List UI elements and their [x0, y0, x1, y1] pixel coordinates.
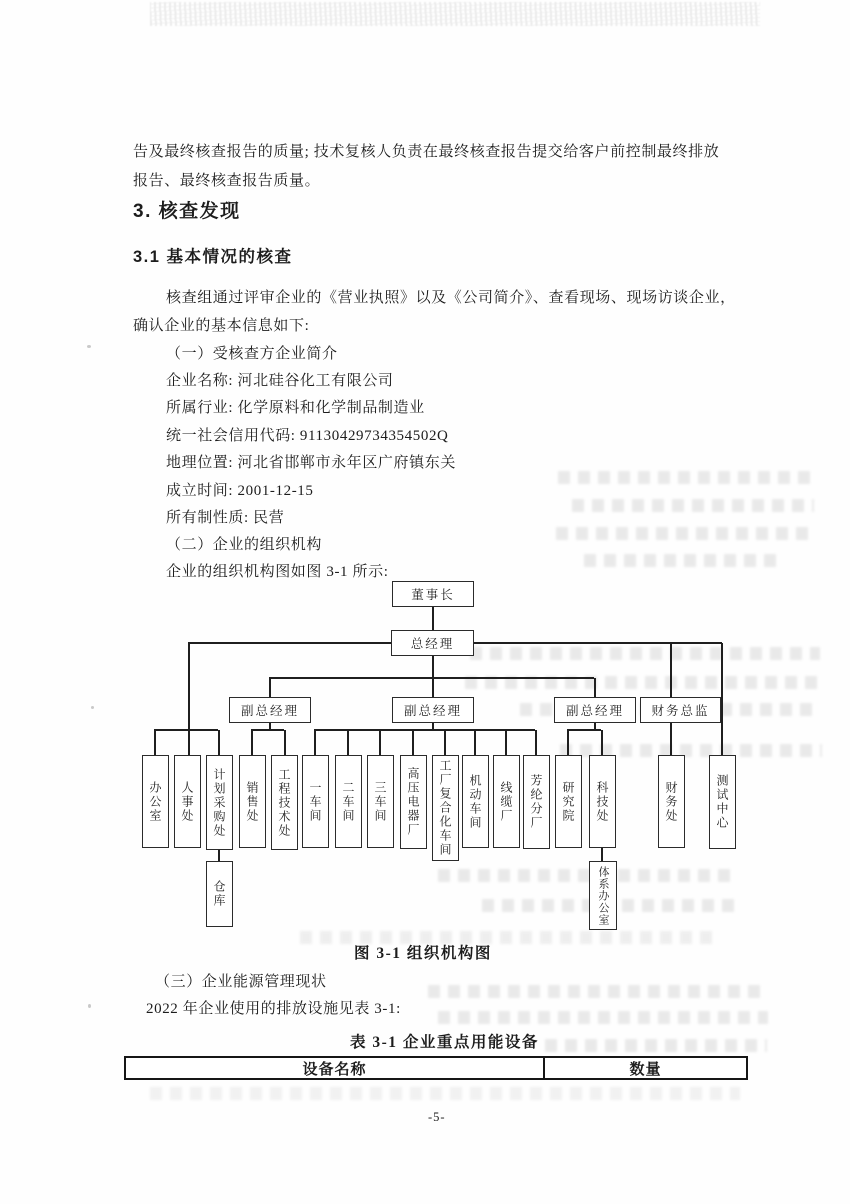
info-line-org-chart-reference: 企业的组织机构图如图 3-1 所示: — [166, 564, 389, 580]
connector-line — [594, 678, 596, 697]
scan-noise-band — [150, 2, 760, 26]
page-number: -5- — [428, 1110, 446, 1124]
connector-line — [721, 643, 723, 755]
connector-line — [251, 729, 284, 731]
connector-line — [218, 850, 220, 861]
info-line-company-intro-heading: （一）受核查方企业简介 — [166, 346, 338, 362]
table-intro-line: 2022 年企业使用的排放设施见表 3-1: — [146, 1001, 401, 1017]
connector-line — [670, 723, 672, 755]
org-node-finance-office: 财务处 — [658, 755, 685, 848]
info-line-location: 地理位置: 河北省邯郸市永年区广府镇东关 — [166, 455, 456, 471]
connector-line — [154, 730, 156, 755]
scan-speck — [88, 1004, 91, 1008]
body-paragraph-line1: 核查组通过评审企业的《营业执照》以及《公司简介》、查看现场、现场访谈企业， — [166, 290, 736, 306]
connector-line — [379, 730, 381, 755]
connector-line — [154, 729, 218, 731]
bleedthrough-text — [438, 869, 738, 882]
org-node-workshop-2: 二车间 — [335, 755, 362, 848]
bleedthrough-text — [556, 527, 814, 540]
connector-line — [269, 677, 594, 679]
org-node-testing-center: 测试中心 — [709, 755, 736, 849]
org-node-general-manager: 总经理 — [391, 630, 474, 656]
bleedthrough-text — [572, 499, 814, 512]
connector-line — [251, 730, 253, 755]
org-node-cfo: 财务总监 — [640, 697, 721, 723]
section-heading-3-1: 3.1 基本情况的核查 — [133, 248, 293, 266]
info-line-ownership: 所有制性质: 民营 — [166, 510, 285, 526]
bleedthrough-text — [150, 1087, 740, 1100]
bleedthrough-text — [584, 554, 780, 567]
section-heading-3: 3. 核查发现 — [133, 201, 241, 222]
connector-line — [269, 678, 271, 697]
org-node-planning-procurement: 计划采购处 — [206, 755, 233, 850]
org-node-mobile-workshop: 机动车间 — [462, 755, 489, 848]
equipment-table — [124, 1056, 748, 1080]
org-node-hv-electric-factory: 高压电器厂 — [400, 755, 427, 849]
table-title: 表 3-1 企业重点用能设备 — [350, 1034, 539, 1051]
org-node-warehouse: 仓库 — [206, 861, 233, 927]
org-node-personnel: 人事处 — [174, 755, 201, 848]
bleedthrough-text — [545, 1039, 767, 1052]
connector-line — [314, 730, 316, 755]
connector-line — [188, 643, 190, 755]
body-paragraph-line2: 确认企业的基本信息如下: — [133, 318, 310, 334]
connector-line — [432, 607, 434, 630]
org-node-office: 办公室 — [142, 755, 169, 848]
connector-line — [347, 730, 349, 755]
info-line-founded-date: 成立时间: 2001-12-15 — [166, 483, 314, 499]
connector-line — [567, 730, 569, 755]
section-energy-heading: （三）企业能源管理现状 — [155, 974, 327, 990]
connector-line — [535, 730, 537, 755]
bleedthrough-text — [470, 647, 820, 660]
info-line-credit-code: 统一社会信用代码: 91130429734354502Q — [166, 428, 449, 444]
table-header-device-name: 设备名称 — [126, 1058, 545, 1078]
org-node-sci-tech-office: 科技处 — [589, 755, 616, 848]
connector-line — [444, 730, 446, 755]
org-node-engineering-tech: 工程技术处 — [271, 755, 298, 850]
info-line-org-structure-heading: （二）企业的组织机构 — [166, 537, 323, 553]
org-node-system-office: 体系办公室 — [589, 861, 617, 930]
connector-line — [567, 729, 601, 731]
connector-line — [601, 730, 603, 755]
connector-line — [601, 848, 603, 861]
info-line-industry: 所属行业: 化学原料和化学制品制造业 — [166, 400, 425, 416]
info-line-company-name: 企业名称: 河北硅谷化工有限公司 — [166, 373, 394, 389]
org-node-cable-factory: 线缆厂 — [493, 755, 520, 848]
paragraph-continuation-line2: 报告、最终核查报告质量。 — [133, 173, 321, 189]
scan-speck — [87, 345, 91, 348]
org-node-workshop-3: 三车间 — [367, 755, 394, 848]
org-node-sales: 销售处 — [239, 755, 266, 848]
bleedthrough-text — [428, 985, 760, 998]
org-node-deputy-gm-2: 副总经理 — [392, 697, 474, 723]
connector-line — [218, 730, 220, 755]
connector-line — [284, 730, 286, 755]
bleedthrough-text — [438, 1011, 768, 1024]
bleedthrough-text — [300, 931, 720, 944]
figure-caption: 图 3-1 组织机构图 — [354, 945, 492, 962]
paragraph-continuation-line1: 告及最终核查报告的质量; 技术复核人负责在最终核查报告提交给客户前控制最终排放 — [133, 144, 720, 160]
scan-speck — [91, 706, 94, 709]
connector-line — [474, 730, 476, 755]
org-node-chairman: 董事长 — [392, 581, 474, 607]
table-header-quantity: 数量 — [629, 1061, 662, 1078]
org-node-deputy-gm-1: 副总经理 — [229, 697, 311, 723]
org-node-aramid-branch: 芳纶分厂 — [523, 755, 550, 849]
org-node-factory-composite-workshop: 工厂复合化车间 — [432, 755, 459, 861]
org-node-workshop-1: 一车间 — [302, 755, 329, 848]
org-node-deputy-gm-3: 副总经理 — [554, 697, 636, 723]
connector-line — [670, 643, 672, 697]
connector-line — [412, 730, 414, 755]
bleedthrough-text — [558, 471, 816, 484]
org-node-research-institute: 研究院 — [555, 755, 582, 848]
connector-line — [505, 730, 507, 755]
